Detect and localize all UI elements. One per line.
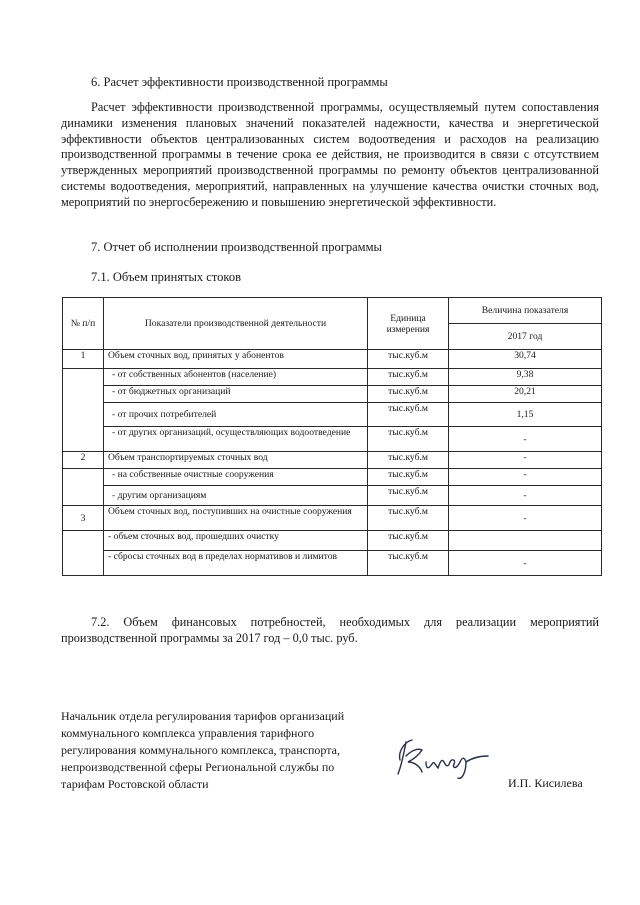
accepted-wastewater-table (62, 297, 602, 576)
row-label: - на собственные очистные сооружения (104, 469, 368, 486)
position-line: непроизводственной сферы Региональной службы по (61, 760, 335, 774)
row-value (449, 531, 602, 551)
row-unit: тыс.куб.м (368, 486, 449, 506)
row-unit: тыс.куб.м (368, 551, 449, 576)
table-row (63, 350, 602, 369)
row-unit: тыс.куб.м (368, 350, 449, 369)
row-num: 3 (63, 506, 104, 531)
row-num: 1 (63, 350, 104, 369)
position-line: Начальник отдела регулирования тарифов организаций (61, 709, 345, 723)
row-value: - (449, 551, 602, 576)
table-row (63, 506, 602, 531)
header-indicator: Показатели производственной деятельности (104, 298, 368, 350)
position-line: тарифам Ростовской области (61, 777, 209, 791)
section-7-title: 7. Отчет об исполнении производственной программы (91, 240, 382, 254)
row-unit: тыс.куб.м (368, 427, 449, 452)
row-num (63, 469, 104, 506)
row-num (63, 531, 104, 576)
row-label: - другим организациям (104, 486, 368, 506)
header-unit: Единица измерения (368, 298, 449, 350)
row-label: Объем сточных вод, принятых у абонентов (104, 350, 368, 369)
row-label: - от бюджетных организаций (104, 386, 368, 403)
row-label: - от других организаций, осуществляющих водоотведение (104, 427, 368, 452)
row-unit: тыс.куб.м (368, 469, 449, 486)
row-num (63, 369, 104, 452)
row-value: 30,74 (449, 350, 602, 369)
row-value: - (449, 427, 602, 452)
row-unit: тыс.куб.м (368, 452, 449, 469)
row-label: - от прочих потребителей (104, 403, 368, 427)
row-value: - (449, 469, 602, 486)
row-unit: тыс.куб.м (368, 506, 449, 531)
row-value: 20,21 (449, 386, 602, 403)
row-value: 9,38 (449, 369, 602, 386)
row-label: - сбросы сточных вод в пределах нормативов и лимитов (104, 551, 368, 576)
section-7-1-subtitle: 7.1. Объем принятых стоков (91, 270, 241, 284)
row-unit: тыс.куб.м (368, 369, 449, 386)
table-row (63, 427, 602, 452)
row-value: 1,15 (449, 403, 602, 427)
signatory-name: И.П. Кисилева (508, 776, 583, 790)
row-unit: тыс.куб.м (368, 386, 449, 403)
row-num: 2 (63, 452, 104, 469)
row-label: Объем сточных вод, поступивших на очистные сооружения (104, 506, 368, 531)
row-label: Объем транспортируемых сточных вод (104, 452, 368, 469)
table-row (63, 531, 602, 551)
position-line: коммунального комплекса управления тарифного (61, 726, 315, 740)
header-year: 2017 год (449, 324, 602, 350)
row-value: - (449, 486, 602, 506)
table-row (63, 551, 602, 576)
row-value: - (449, 506, 602, 531)
handwritten-signature (392, 732, 492, 782)
table-row (63, 369, 602, 386)
table-row (63, 469, 602, 486)
header-value: Величина показателя (449, 298, 602, 324)
section-6-title: 6. Расчет эффективности производственной программы (91, 75, 388, 89)
table-row (63, 403, 602, 427)
row-unit: тыс.куб.м (368, 531, 449, 551)
position-line: регулирования коммунального комплекса, транспорта, (61, 743, 340, 757)
row-value: - (449, 452, 602, 469)
signatory-position (61, 708, 391, 793)
row-label: - объем сточных вод, прошедших очистку (104, 531, 368, 551)
row-unit: тыс.куб.м (368, 403, 449, 427)
row-label: - от собственных абонентов (население) (104, 369, 368, 386)
section-7-2-text: 7.2. Объем финансовых потребностей, необходимых для реализации мероприятий производственной программы за 2017 год – 0,0 тыс. руб. (61, 615, 599, 645)
table-row (63, 486, 602, 506)
header-num: № п/п (63, 298, 104, 350)
table-row (63, 386, 602, 403)
section-6-paragraph: Расчет эффективности производственной программы, осуществляемый путем сопоставления динамики изменения плановых значений показателей надежности, качества и энергетической эффективности объектов централизованных систем водоотведения и расходов на реализацию производственной программы в течение срока ее действия, не производится в связи с отсутствием утвержденных мероприятий производственной программы по ремонту объектов централизованной системы водоотведения, мероприятий, направленных на улучшение качества очистки сточных вод, мероприятий по энергосбережению и повышению энергетической эффективности. (61, 100, 599, 209)
table-row (63, 452, 602, 469)
